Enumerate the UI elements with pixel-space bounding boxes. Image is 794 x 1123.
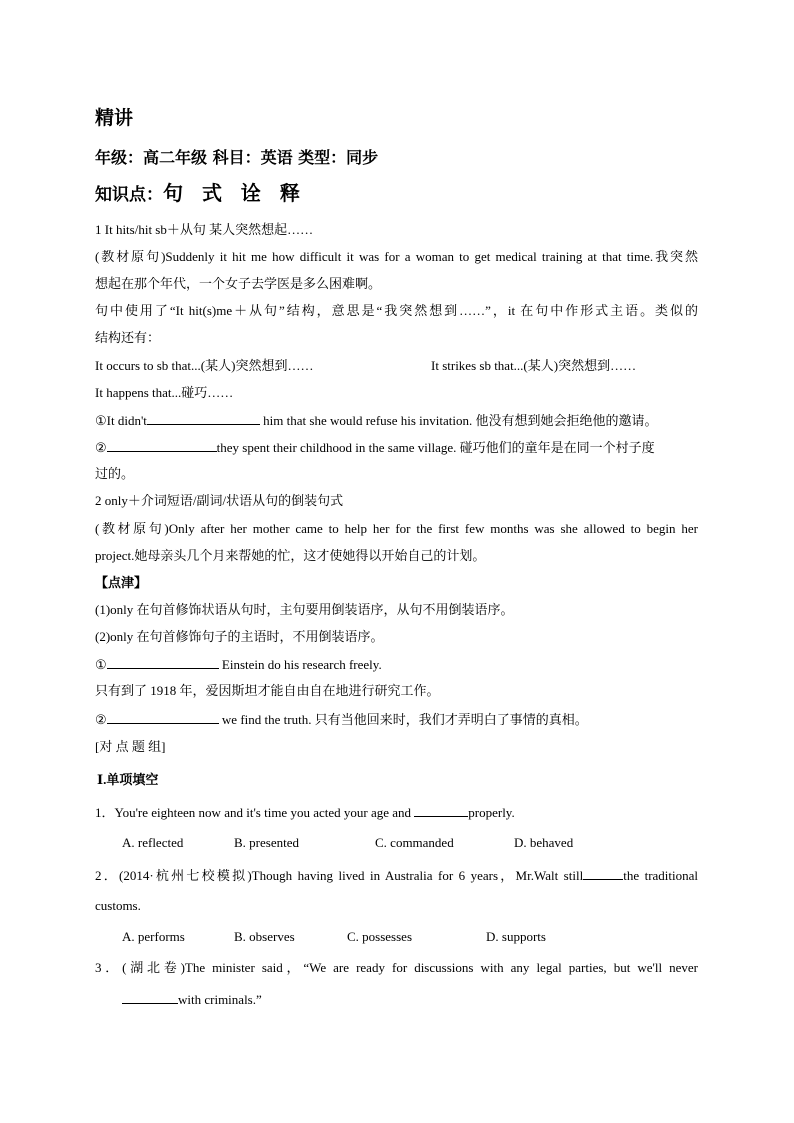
question-2-stem <box>95 867 698 884</box>
section-1-explain-line-1: 句中使用了“It hit(s)me＋从句”结构，意思是“我突然想到……”，it 在句中作形式主语。类似的 <box>95 303 698 318</box>
section-2-exercise-1-translation: 只有到了 1918 年，爱因斯坦才能自由自在地进行研究工作。 <box>95 683 440 698</box>
q2-option-c[interactable]: C. possesses <box>347 929 413 944</box>
part-title: Ⅰ.单项填空 <box>97 772 159 787</box>
answer-blank[interactable] <box>414 804 468 817</box>
section-1-example-line-2: 想起在那个年代，一个女子去学医是多么困难啊。 <box>95 276 382 291</box>
question-3-stem: 3．(湖北卷)The minister said，“We are ready for discussions with any legal parties, but we'll never <box>95 960 698 975</box>
tip-2: (2)only 在句首修饰句子的主语时，不用倒装语序。 <box>95 629 384 644</box>
exercise-text: we find the truth. 只有当他回来时，我们才弄明白了事情的真相。 <box>218 712 588 727</box>
answer-blank[interactable] <box>122 991 178 1004</box>
q2-option-a[interactable]: A. performs <box>122 929 185 944</box>
grade-subject-line: 年级：高二年级 科目：英语 类型：同步 <box>95 148 379 167</box>
question-text: 2．(2014·杭州七校模拟)Though having lived in Australia for 6 years，Mr.Walt still <box>95 868 584 883</box>
section-2-exercise-1 <box>95 656 382 673</box>
exercise-text: they spent their childhood in the same village. 碰巧他们的童年是在同一个村子度 <box>216 440 655 455</box>
answer-blank[interactable] <box>107 439 217 452</box>
knowledge-prefix: 知识点： <box>95 185 163 205</box>
exercise-text: him that she would refuse his invitation. 他没有想到她会拒绝他的邀请。 <box>259 413 658 428</box>
q1-option-b[interactable]: B. presented <box>234 835 299 850</box>
question-1-stem <box>95 804 515 821</box>
question-text: with criminals.” <box>178 992 262 1007</box>
section-2-title: 2 only＋介词短语/副词/状语从句的倒装句式 <box>95 493 344 508</box>
section-1-title: 1 It hits/hit sb＋从句 某人突然想起…… <box>95 222 314 237</box>
q1-option-c[interactable]: C. commanded <box>375 835 454 850</box>
question-3-stem-cont <box>122 991 262 1008</box>
exercise-text: ② <box>95 440 107 455</box>
exercise-text: ① <box>95 657 107 672</box>
page-heading: 精讲 <box>95 107 134 129</box>
section-1-explain-line-2: 结构还有： <box>95 330 161 345</box>
similar-structure-3: It happens that...碰巧…… <box>95 385 234 400</box>
similar-structure-1: It occurs to sb that...(某人)突然想到…… <box>95 358 314 373</box>
question-2-stem-cont: customs. <box>95 898 141 913</box>
exercise-group-title: [对 点 题 组] <box>95 739 166 754</box>
similar-structure-2: It strikes sb that...(某人)突然想到…… <box>431 358 637 373</box>
exercise-text: Einstein do his research freely. <box>218 657 382 672</box>
q1-option-a[interactable]: A. reflected <box>122 835 184 850</box>
section-2-example-line-1: (教材原句)Only after her mother came to help her for the first few months was she allowed to begin her <box>95 521 698 536</box>
knowledge-point-line <box>95 182 306 206</box>
question-text: the traditional <box>623 868 699 883</box>
section-1-exercise-2 <box>95 439 655 456</box>
exercise-text: ①It didn't <box>95 413 147 428</box>
q2-option-d[interactable]: D. supports <box>486 929 546 944</box>
section-2-example-line-2: project.她母亲头几个月来帮她的忙，这才使她得以开始自己的计划。 <box>95 548 486 563</box>
answer-blank[interactable] <box>583 867 623 880</box>
exercise-text: ② <box>95 712 107 727</box>
q2-option-b[interactable]: B. observes <box>234 929 295 944</box>
section-2-exercise-2 <box>95 711 588 728</box>
question-text: 1．You're eighteen now and it's time you acted your age and <box>95 805 415 820</box>
section-1-example-line-1: (教材原句)Suddenly it hit me how difficult it was for a woman to get medical training at that time.我突然 <box>95 249 698 264</box>
section-1-exercise-1 <box>95 412 657 429</box>
answer-blank[interactable] <box>107 711 219 724</box>
tip-label: 【点津】 <box>95 575 148 590</box>
answer-blank[interactable] <box>147 412 260 425</box>
answer-blank[interactable] <box>107 656 219 669</box>
tip-1: (1)only 在句首修饰状语从句时，主句要用倒装语序，从句不用倒装语序。 <box>95 602 514 617</box>
knowledge-topic: 句 式 诠 释 <box>163 181 306 205</box>
question-text: properly. <box>468 805 515 820</box>
section-1-exercise-2-cont: 过的。 <box>95 466 135 481</box>
q1-option-d[interactable]: D. behaved <box>514 835 574 850</box>
